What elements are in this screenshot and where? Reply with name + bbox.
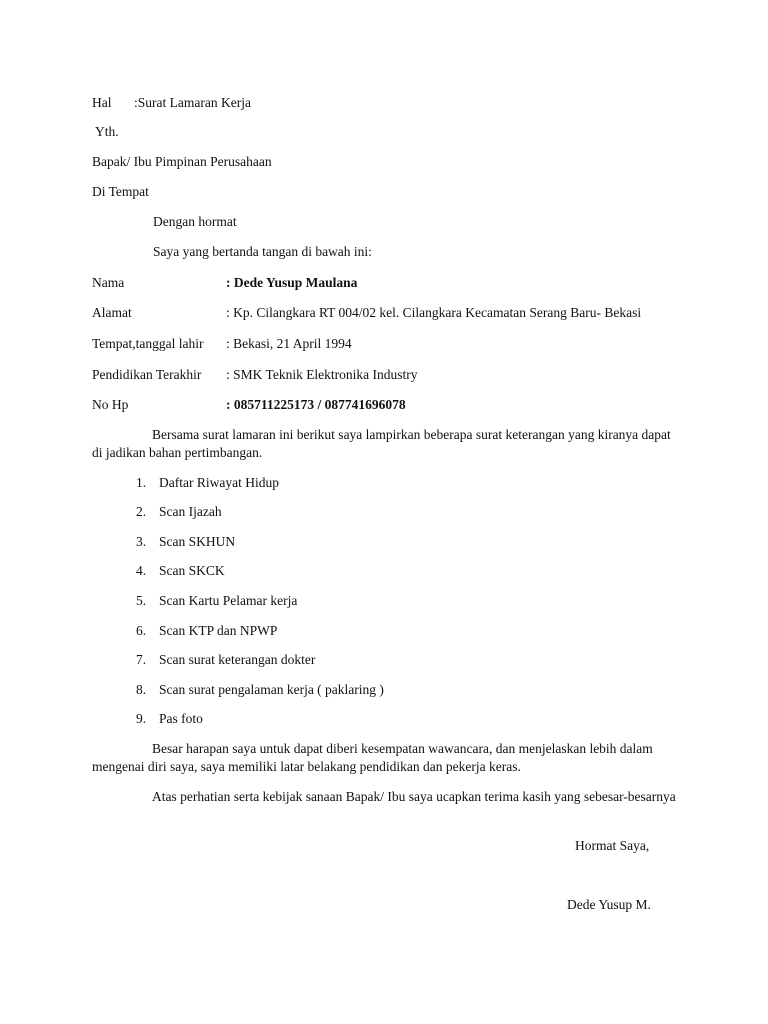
list-item-number: 1. [136, 475, 147, 490]
attachments-intro-paragraph: Bersama surat lamaran ini berikut saya lampirkan beberapa surat keterangan yang kiranya dapat di jadikan bahan pertimbangan. [92, 427, 671, 460]
list-item: Scan surat keterangan dokter [159, 652, 316, 667]
list-item-number: 9. [136, 711, 147, 726]
list-item: Scan surat pengalaman kerja ( paklaring ) [159, 682, 384, 697]
list-item: Scan SKCK [159, 563, 225, 578]
list-item-number: 3. [136, 534, 147, 549]
field-label-ttl: Tempat,tanggal lahir [92, 336, 204, 351]
place-text: Di Tempat [92, 184, 149, 199]
list-item-number: 5. [136, 593, 147, 608]
field-value-ttl: : Bekasi, 21 April 1994 [226, 336, 352, 351]
field-label-nohp: No Hp [92, 397, 129, 412]
field-value-nama: : Dede Yusup Maulana [226, 275, 358, 290]
list-item: Scan Ijazah [159, 504, 222, 519]
list-item: Daftar Riwayat Hidup [159, 475, 279, 490]
field-value-alamat: : Kp. Cilangkara RT 004/02 kel. Cilangkara Kecamatan Serang Baru- Bekasi [226, 305, 642, 320]
field-label-pendidikan: Pendidikan Terakhir [92, 367, 202, 382]
regards-text: Hormat Saya, [575, 838, 650, 853]
field-value-pendidikan: : SMK Teknik Elektronika Industry [226, 367, 418, 382]
list-item: Scan SKHUN [159, 534, 236, 549]
thanks-paragraph: Atas perhatian serta kebijak sanaan Bapak/ Ibu saya ucapkan terima kasih yang sebesar-besarnya [152, 789, 676, 804]
list-item-number: 8. [136, 682, 147, 697]
greeting-text: Dengan hormat [153, 214, 237, 229]
recipient-text: Bapak/ Ibu Pimpinan Perusahaan [92, 154, 272, 169]
signature-name: Dede Yusup M. [567, 897, 651, 912]
field-label-alamat: Alamat [92, 305, 132, 320]
list-item: Pas foto [159, 711, 203, 726]
list-item-number: 4. [136, 563, 147, 578]
hal-label: Hal [92, 95, 112, 110]
yth-text: Yth. [95, 124, 119, 139]
list-item-number: 6. [136, 623, 147, 638]
list-item: Scan KTP dan NPWP [159, 623, 278, 638]
list-item-number: 2. [136, 504, 147, 519]
hope-paragraph: Besar harapan saya untuk dapat diberi kesempatan wawancara, dan menjelaskan lebih dalam mengenai diri saya, saya memiliki latar belakang pendidikan dan pekerja keras. [92, 741, 653, 774]
intro-text: Saya yang bertanda tangan di bawah ini: [153, 244, 372, 259]
list-item: Scan Kartu Pelamar kerja [159, 593, 298, 608]
list-item-number: 7. [136, 652, 147, 667]
field-value-nohp: : 085711225173 / 087741696078 [226, 397, 406, 412]
field-label-nama: Nama [92, 275, 125, 290]
hal-value: :Surat Lamaran Kerja [134, 95, 251, 110]
